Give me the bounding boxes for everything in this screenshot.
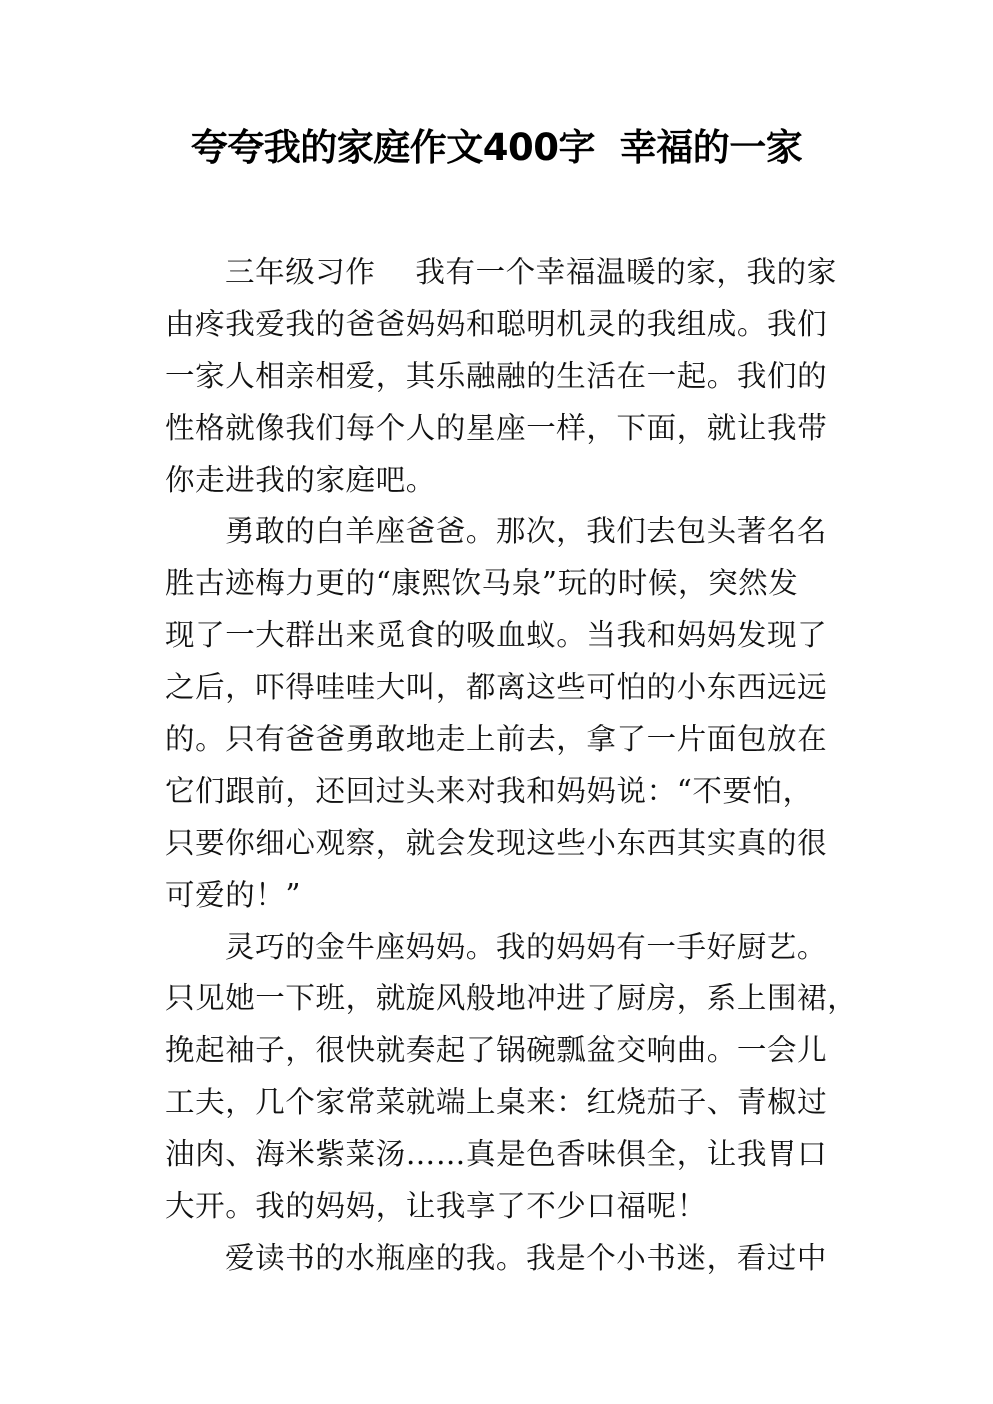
- text-line: 只见她一下班，就旋风般地冲进了厨房，系上围裙，: [165, 981, 858, 1016]
- text-line: 勇敢的白羊座爸爸。那次，我们去包头著名名: [225, 514, 828, 549]
- text-line: 你走进我的家庭吧。: [165, 462, 436, 497]
- text-line: 爱读书的水瓶座的我。我是个小书迷，看过中: [225, 1240, 828, 1275]
- text-line: 油肉、海米紫菜汤……真是色香味俱全，让我胃口: [165, 1137, 828, 1172]
- text-line: 它们跟前，还回过头来对我和妈妈说：“不要怕，: [165, 773, 813, 808]
- document-body: [165, 247, 858, 1285]
- text-line: 大开。我的妈妈，让我享了不少口福呢！: [165, 1189, 707, 1224]
- text-line: 的。只有爸爸勇敢地走上前去，拿了一片面包放在: [165, 722, 828, 757]
- text-line: 可爱的！”: [165, 877, 302, 912]
- text-line: 工夫，几个家常菜就端上桌来：红烧茄子、青椒过: [165, 1085, 828, 1120]
- text-line: 一家人相亲相爱，其乐融融的生活在一起。我们的: [165, 358, 828, 393]
- text-line: 挽起袖子，很快就奏起了锅碗瓢盆交响曲。一会儿: [165, 1033, 828, 1068]
- text-line: 性格就像我们每个人的星座一样，下面，就让我带: [165, 410, 828, 445]
- text-line: 灵巧的金牛座妈妈。我的妈妈有一手好厨艺。: [225, 929, 828, 964]
- document-title: 夸夸我的家庭作文400字 幸福的一家: [190, 126, 803, 169]
- text-line: 之后，吓得哇哇大叫，都离这些可怕的小东西远远: [165, 670, 828, 705]
- text-line: 只要你细心观察，就会发现这些小东西其实真的很: [165, 825, 828, 860]
- text-line: 由疼我爱我的爸爸妈妈和聪明机灵的我组成。我们: [165, 306, 828, 341]
- text-line: 胜古迹梅力更的“康熙饮马泉”玩的时候，突然发: [165, 566, 799, 601]
- text-line: 现了一大群出来觅食的吸血蚁。当我和妈妈发现了: [165, 618, 828, 653]
- text-line: 三年级习作 我有一个幸福温暖的家，我的家: [225, 255, 837, 289]
